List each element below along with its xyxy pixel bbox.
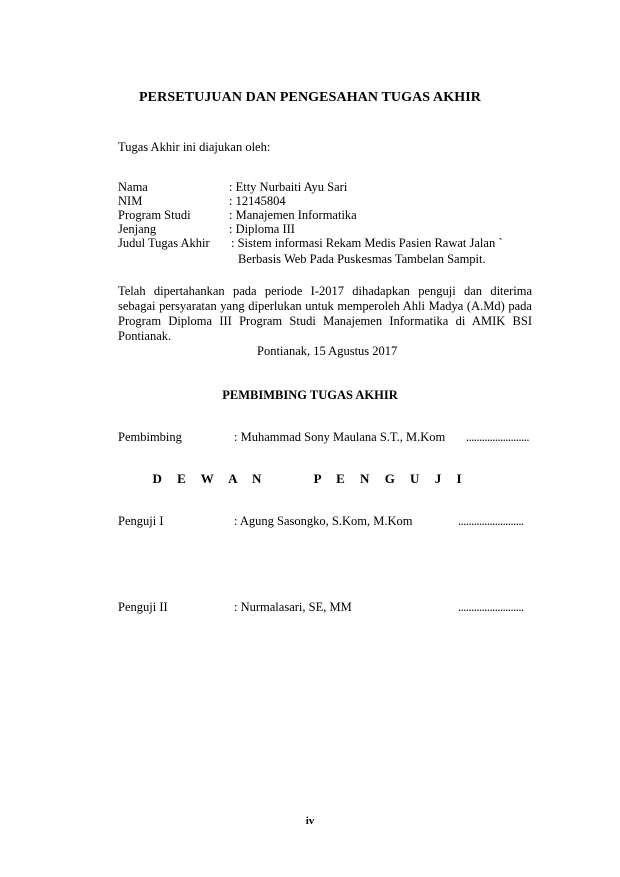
field-prodi-value: : Manajemen Informatika — [229, 208, 357, 222]
page-title: PERSETUJUAN DAN PENGESAHAN TUGAS AKHIR — [139, 90, 481, 105]
penguji2-label: Penguji II — [118, 600, 168, 614]
field-nama-value: : Etty Nurbaiti Ayu Sari — [229, 180, 348, 194]
penguji1-name: : Agung Sasongko, S.Kom, M.Kom — [234, 514, 413, 528]
paragraph-line-4: Pontianak. — [118, 329, 172, 343]
paragraph-line-1: Telah dipertahankan pada periode I-2017 dihadapkan penguji dan diterima — [118, 284, 532, 298]
pembimbing-name: : Muhammad Sony Maulana S.T., M.Kom — [234, 430, 446, 444]
pembimbing-heading: PEMBIMBING TUGAS AKHIR — [222, 388, 398, 402]
penguji2-name: : Nurmalasari, SE, MM — [234, 600, 352, 614]
field-nama-label: Nama — [118, 180, 148, 194]
field-judul-value-line1: : Sistem informasi Rekam Medis Pasien Rawat Jalan ` — [231, 236, 503, 250]
field-jenjang-label: Jenjang — [118, 222, 157, 236]
penguji1-label: Penguji I — [118, 514, 164, 528]
paragraph-line-3: Program Diploma III Program Studi Manajemen Informatika di AMIK BSI — [118, 314, 532, 328]
place-date: Pontianak, 15 Agustus 2017 — [257, 344, 398, 358]
pembimbing-label: Pembimbing — [118, 430, 182, 444]
penguji2-signature-line: ......................... — [458, 600, 524, 614]
page-number: iv — [305, 815, 315, 827]
penguji1-signature-line: ......................... — [458, 514, 524, 528]
paragraph-line-2: sebagai persyaratan yang diperlukan untuk memperoleh Ahli Madya (A.Md) pada — [118, 299, 532, 313]
field-prodi-label: Program Studi — [118, 208, 191, 222]
pembimbing-signature-line: ........................ — [466, 430, 529, 444]
dewan-penguji-heading: D E W A N P E N G U J I — [152, 471, 468, 486]
field-judul-value-line2: Berbasis Web Pada Puskesmas Tambelan Sampit. — [238, 252, 486, 266]
field-nim-value: : 12145804 — [229, 194, 286, 208]
field-nim-label: NIM — [118, 194, 143, 208]
intro-text: Tugas Akhir ini diajukan oleh: — [118, 140, 271, 154]
field-judul-label: Judul Tugas Akhir — [118, 236, 210, 250]
field-jenjang-value: : Diploma III — [229, 222, 295, 236]
